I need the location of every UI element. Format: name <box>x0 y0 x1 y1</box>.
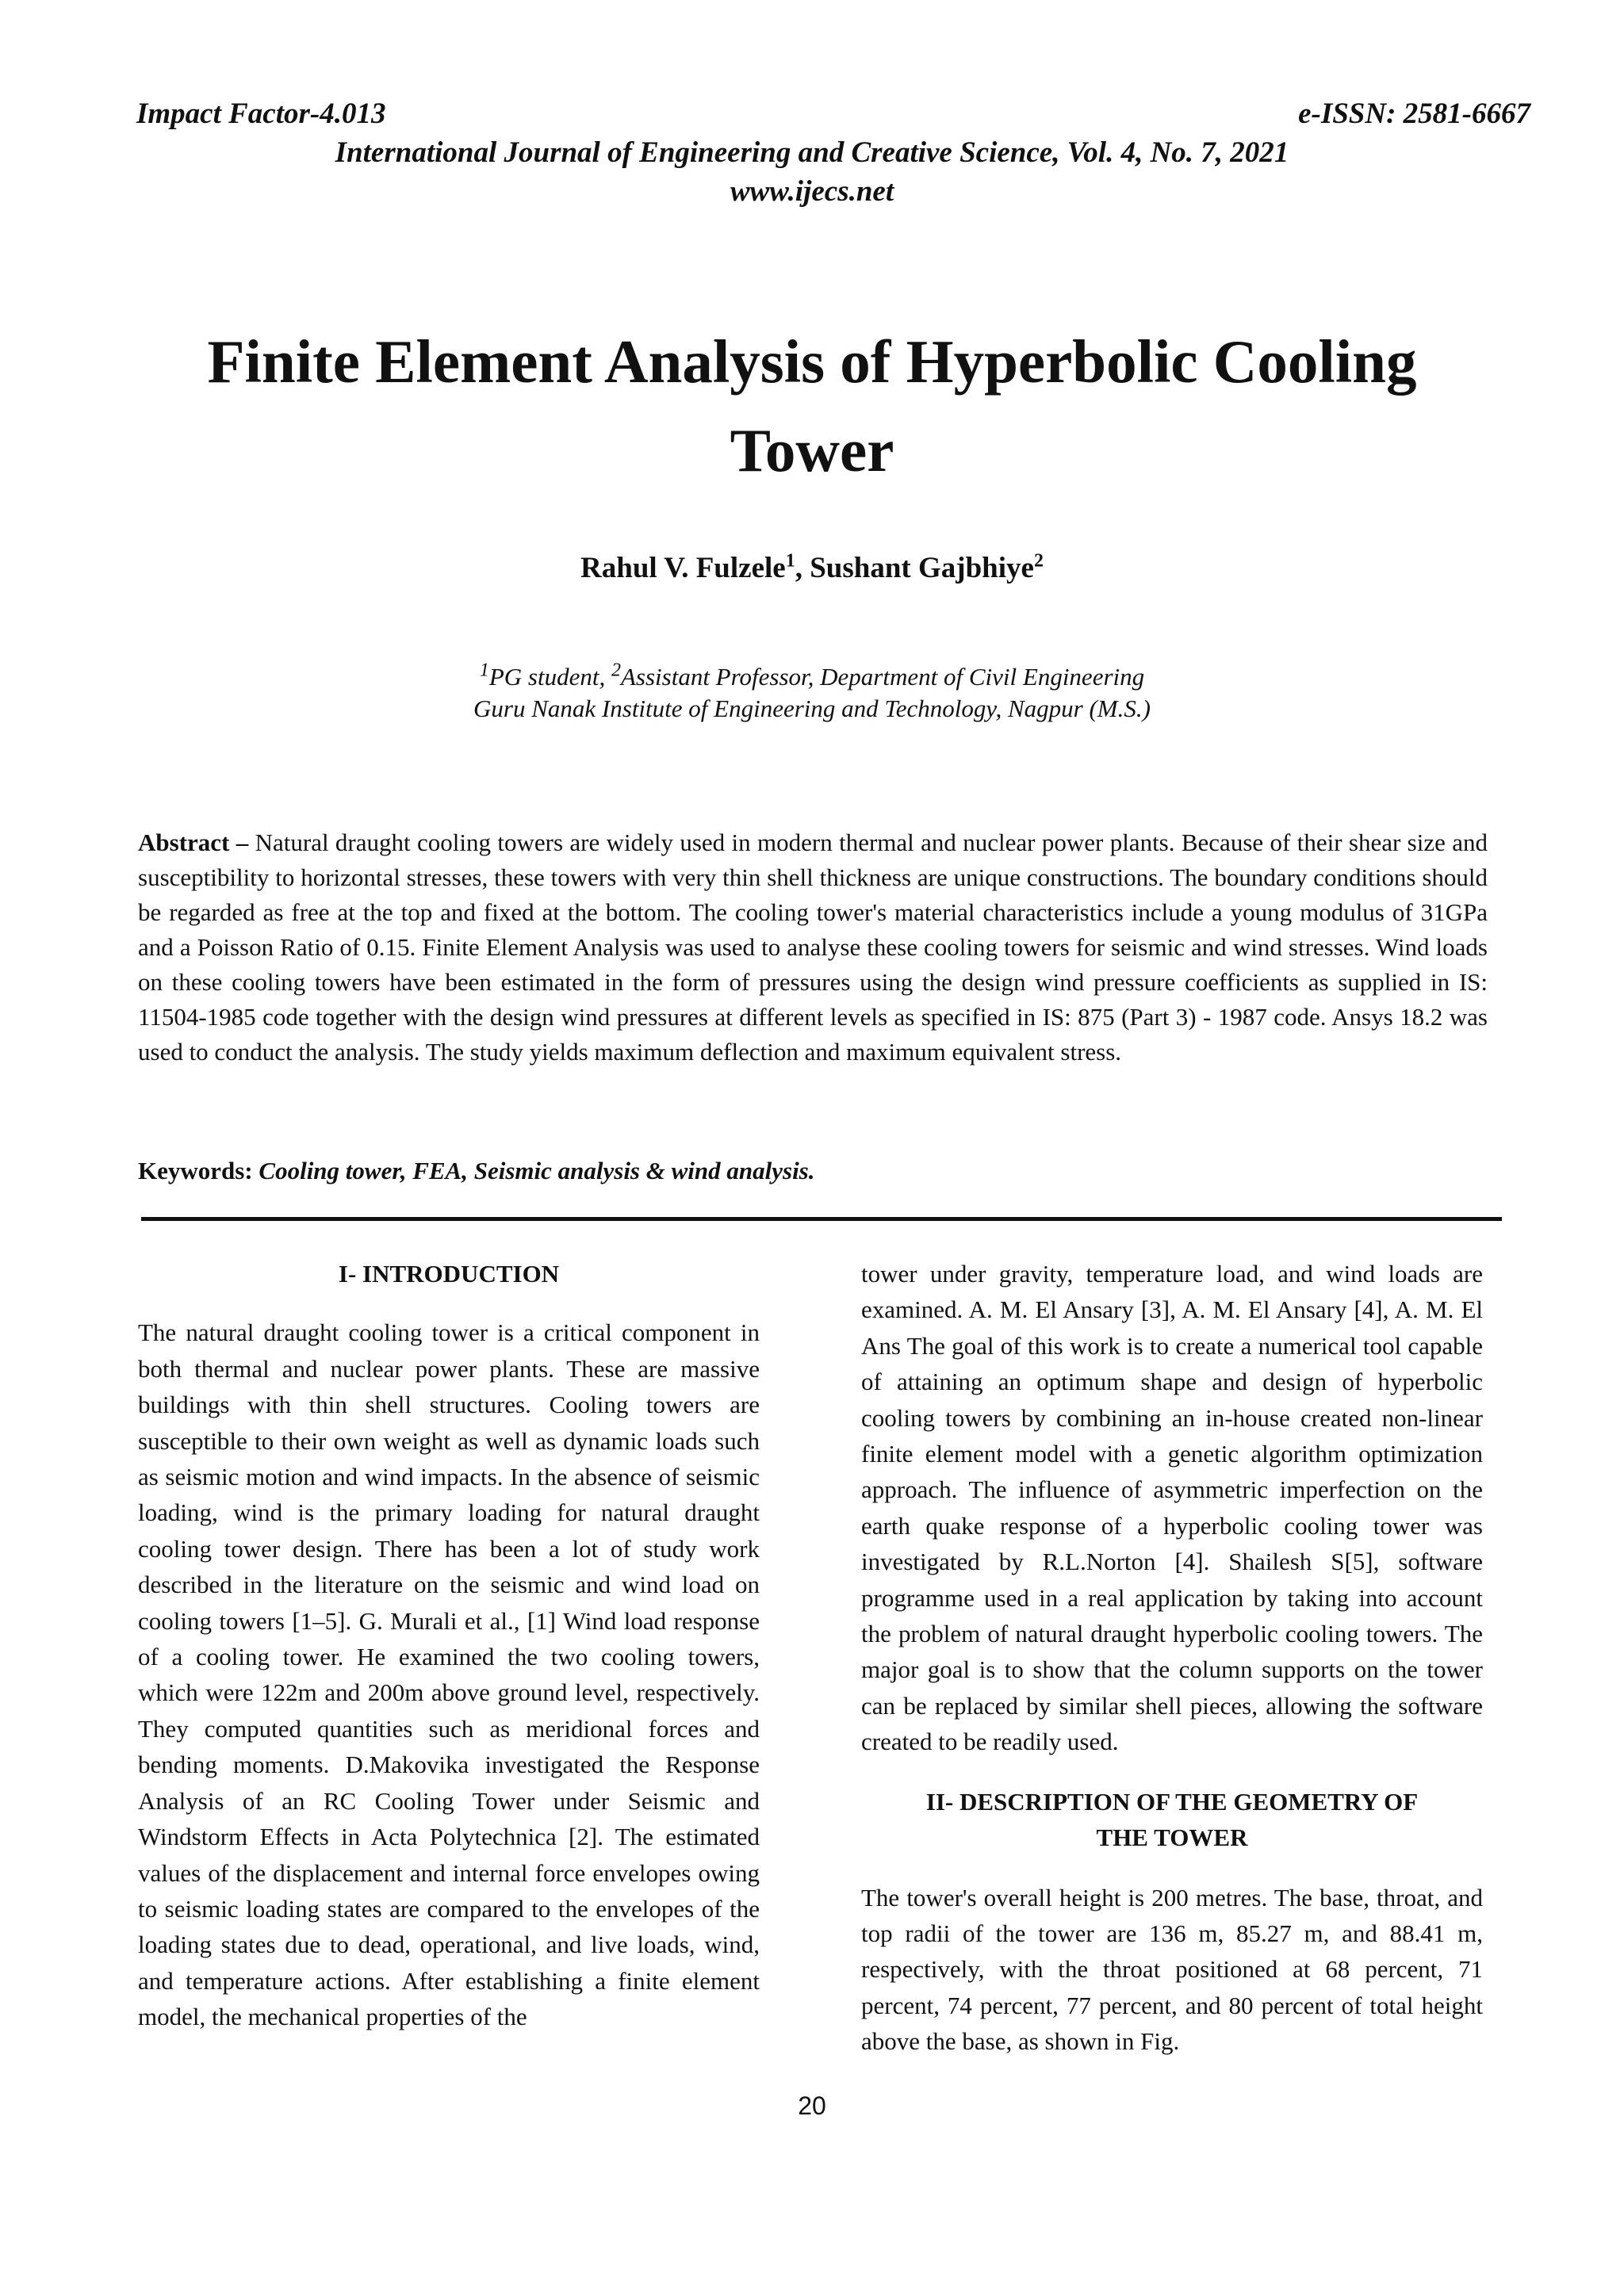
right-column <box>861 1256 1483 2060</box>
author-name: Rahul V. Fulzele <box>580 552 786 584</box>
geometry-heading-line1: II- DESCRIPTION OF THE GEOMETRY OF <box>925 1787 1419 1816</box>
paper-title: Finite Element Analysis of Hyperbolic Cooling Tower <box>207 327 1417 484</box>
eissn: e-ISSN: 2581-6667 <box>1298 98 1530 130</box>
intro-paragraph: The natural draught cooling tower is a critical component in both thermal and nuclear power plants. These are massive buildings with thin shell structures. Cooling towers are susceptible to their own weight as well as dynamic loads such as seismic motion and wind impacts. In the absence of seismic loading, wind is the primary loading for natural draught cooling tower design. There has been a lot of study work described in the literature on the seismic and wind load on cooling towers [1–5]. G. Murali et al., [1] Wind load response of a cooling tower. He examined the two cooling towers, which were 122m and 200m above ground level, respectively. They computed quantities such as meridional forces and bending moments. D.Makovika investigated the Response Analysis of an RC Cooling Tower under Seismic and Windstorm Effects in Acta Polytechnica [2]. The estimated values of the displacement and internal force envelopes owing to seismic loading states are compared to the envelopes of the loading states due to dead, operational, and live loads, wind, and temperature actions. After establishing a finite element model, the mechanical properties of the <box>138 1318 760 2031</box>
geometry-paragraph: The tower's overall height is 200 metres. The base, throat, and top radii of the tower are 136 m, 85.27 m, and 88.41 m, respectively, with the throat positioned at 68 percent, 71 percent, 74 percent, 77 percent, and 80 percent of total height above the base, as shown in Fig. <box>861 1883 1483 2056</box>
geometry-heading-line2: THE TOWER <box>1096 1823 1248 1852</box>
author-mark: 1 <box>785 550 795 572</box>
abstract-label: Abstract – <box>138 828 255 856</box>
journal-name: International Journal of Engineering and Creative Science, Vol. 4, No. 7, 2021 <box>335 136 1289 169</box>
affiliation-roles <box>0 661 1624 693</box>
left-column <box>138 1256 760 2035</box>
affiliation-mark: 1 <box>479 660 489 681</box>
abstract-text: Natural draught cooling towers are widely used in modern thermal and nuclear power plants. Because of their shear size and susceptibility to horizontal stresses, these towers with very thin shell thickness are unique constructions. The boundary conditions should be regarded as free at the top and fixed at the bottom. The cooling tower's material characteristics include a young modulus of 31GPa and a Poisson Ratio of 0.15. Finite Element Analysis was used to analyse these cooling towers for seismic and wind stresses. Wind loads on these cooling towers have been estimated in the form of pressures using the design wind pressure coefficients as supplied in IS: 11504-1985 code together with the design wind pressures at different levels as specified in IS: 875 (Part 3) - 1987 code. Ansys 18.2 was used to conduct the analysis. The study yields maximum deflection and maximum equivalent stress. <box>138 828 1488 1066</box>
keywords-label: Keywords: <box>138 1157 259 1184</box>
affiliation-role-2: Assistant Professor, Department of Civil Engineering <box>620 663 1145 691</box>
keywords-text: Cooling tower, FEA, Seismic analysis & wind analysis. <box>259 1157 815 1184</box>
abstract <box>138 825 1488 1070</box>
impact-factor: Impact Factor-4.013 <box>136 98 386 130</box>
affiliation-mark: 2 <box>611 660 621 681</box>
geometry-heading <box>861 1784 1483 1856</box>
affiliation-role-1: PG student, <box>488 663 611 691</box>
author-name: Sushant Gajbhiye <box>810 552 1034 584</box>
author-mark: 2 <box>1033 550 1044 572</box>
author-separator: , <box>795 552 810 584</box>
affiliation-institute: Guru Nanak Institute of Engineering and Technology, Nagpur (M.S.) <box>473 695 1151 722</box>
page-number: 20 <box>798 2091 826 2120</box>
intro-continued-paragraph: tower under gravity, temperature load, and wind loads are examined. A. M. El Ansary [3], A. M. El Ansary [4], A. M. El Ans The goal of this work is to create a numerical tool capable of attaining an optimum shape and design of hyperbolic cooling towers by combining an in-house created non-linear finite element model with a genetic algorithm optimization approach. The influence of asymmetric imperfection on the earth quake response of a hyperbolic cooling tower was investigated by R.L.Norton [4]. Shailesh S[5], software programme used in a real application by taking into account the problem of natural draught hyperbolic cooling towers. The major goal is to show that the column supports on the tower can be replaced by similar shell pieces, allowing the software created to be readily used. <box>861 1260 1483 1756</box>
journal-website: www.ijecs.net <box>730 175 894 208</box>
keywords <box>138 1154 815 1188</box>
intro-heading: I- INTRODUCTION <box>338 1260 560 1288</box>
section-divider <box>141 1217 1502 1221</box>
author-list <box>0 549 1624 588</box>
